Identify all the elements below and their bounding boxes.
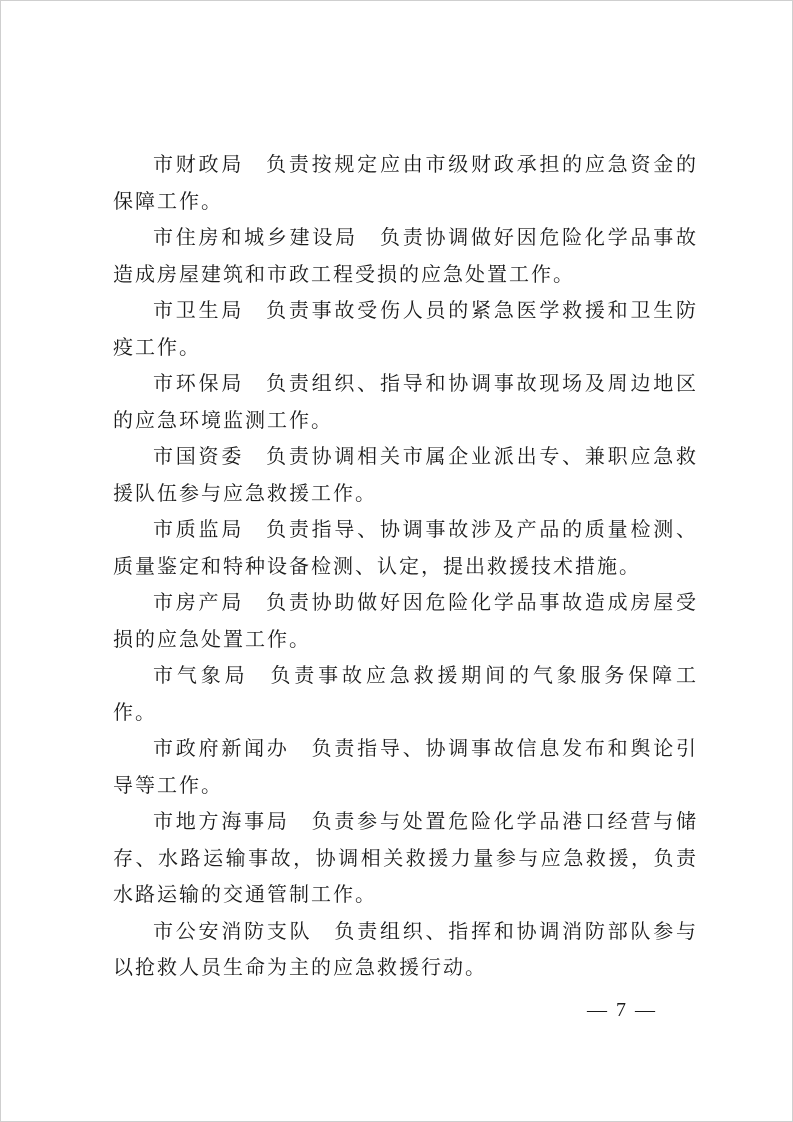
paragraph-news-office xyxy=(113,730,698,803)
agency-duty: 负责协调相关市属企业派出专、兼职应急救援队伍参与应急救援工作。 xyxy=(113,444,699,505)
agency-name: 市国资委 xyxy=(153,444,245,468)
agency-duty: 负责事故应急救援期间的气象服务保障工作。 xyxy=(113,663,699,724)
agency-name: 市住房和城乡建设局 xyxy=(153,225,358,249)
agency-duty: 负责协调做好因危险化学品事故造成房屋建筑和市政工程受损的应急处置工作。 xyxy=(113,225,699,286)
document-body xyxy=(113,146,698,986)
paragraph-real-estate xyxy=(113,584,698,657)
agency-duty: 负责组织、指挥和协调消防部队参与以抢救人员生命为主的应急救援行动。 xyxy=(113,918,699,979)
paragraph-housing xyxy=(113,219,698,292)
agency-name: 市气象局 xyxy=(153,663,249,687)
agency-duty: 负责事故受伤人员的紧急医学救援和卫生防疫工作。 xyxy=(113,298,699,359)
agency-duty: 负责协助做好因危险化学品事故造成房屋受损的应急处置工作。 xyxy=(113,590,699,651)
agency-name: 市环保局 xyxy=(153,371,245,395)
agency-name: 市质监局 xyxy=(153,517,245,541)
paragraph-finance xyxy=(113,146,698,219)
paragraph-fire-brigade xyxy=(113,913,698,986)
paragraph-sasac xyxy=(113,438,698,511)
agency-name: 市公安消防支队 xyxy=(153,918,313,943)
agency-name: 市地方海事局 xyxy=(153,809,290,833)
page-number: — 7 — xyxy=(587,999,657,1021)
agency-name: 市政府新闻办 xyxy=(153,736,290,760)
agency-duty: 负责组织、指导和协调事故现场及周边地区的应急环境监测工作。 xyxy=(113,371,699,432)
paragraph-quality xyxy=(113,511,698,584)
agency-name: 市卫生局 xyxy=(153,298,245,322)
agency-name: 市房产局 xyxy=(153,590,245,614)
paragraph-meteorology xyxy=(113,657,698,730)
paragraph-maritime xyxy=(113,803,698,913)
agency-duty: 负责参与处置危险化学品港口经营与储存、水路运输事故，协调相关救援力量参与应急救援，负责水路运输的交通管制工作。 xyxy=(113,809,699,906)
agency-duty: 负责指导、协调事故信息发布和舆论引导等工作。 xyxy=(113,736,699,797)
paragraph-environment xyxy=(113,365,698,438)
agency-duty: 负责指导、协调事故涉及产品的质量检测、质量鉴定和特种设备检测、认定，提出救援技术措施。 xyxy=(113,517,699,578)
agency-duty: 负责按规定应由市级财政承担的应急资金的保障工作。 xyxy=(113,152,699,213)
agency-name: 市财政局 xyxy=(153,152,245,176)
paragraph-health xyxy=(113,292,698,365)
